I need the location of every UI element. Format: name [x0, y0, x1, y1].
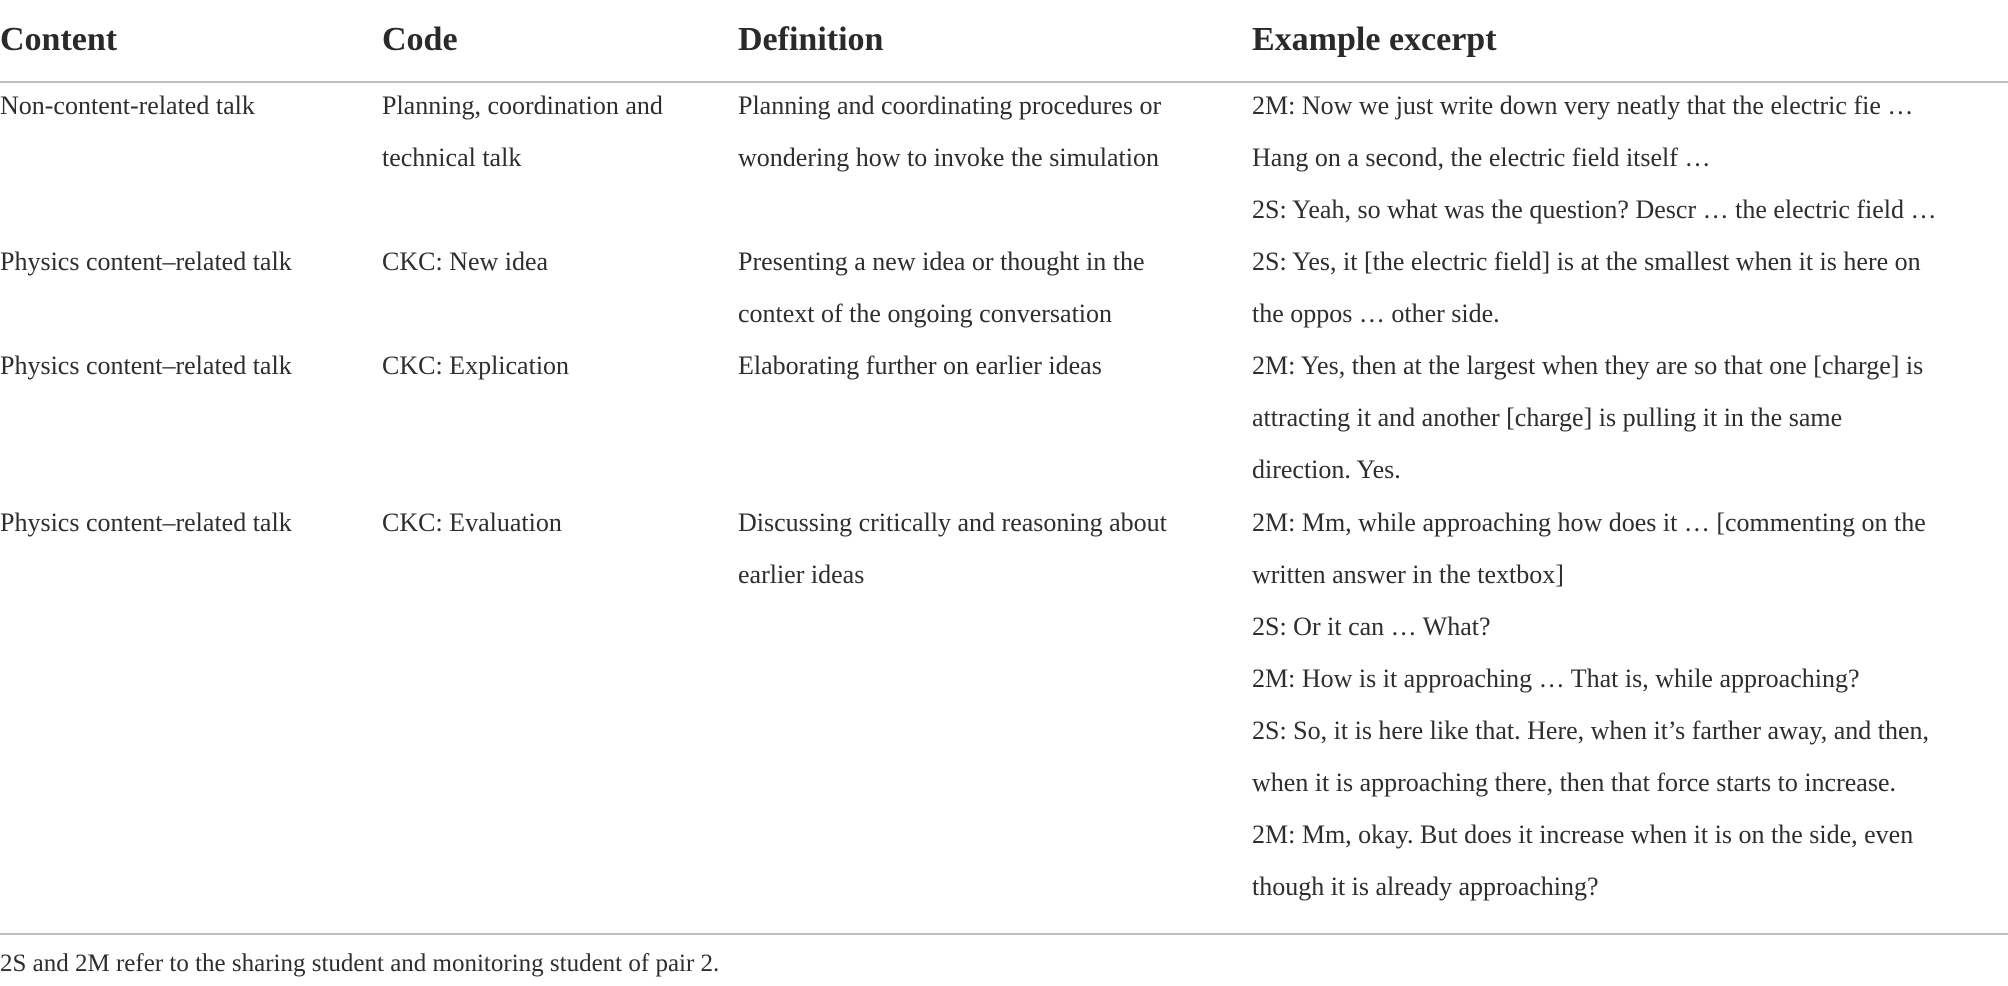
cell-text: written answer in the textbox] — [1252, 560, 1564, 589]
cell-text: 2M: How is it approaching … That is, while approaching? — [1252, 664, 1860, 693]
table-footnote: 2S and 2M refer to the sharing student and monitoring student of pair 2. — [0, 950, 720, 977]
cell-text: earlier ideas — [738, 560, 865, 589]
cell-example — [1252, 340, 1923, 496]
cell-definition — [738, 236, 1145, 340]
cell-content — [0, 340, 292, 392]
cell-text: wondering how to invoke the simulation — [738, 143, 1160, 172]
cell-text: CKC: Explication — [382, 351, 570, 380]
cell-text: 2M: Now we just write down very neatly that the electric fie … — [1252, 91, 1914, 120]
cell-example — [1252, 236, 1921, 340]
cell-text: Physics content–related talk — [0, 508, 292, 537]
cell-definition — [738, 340, 1102, 392]
cell-text: 2S: Or it can … What? — [1252, 612, 1491, 641]
cell-text: though it is already approaching? — [1252, 872, 1599, 901]
cell-text: CKC: Evaluation — [382, 508, 562, 537]
cell-text: the oppos … other side. — [1252, 299, 1500, 328]
cell-example — [1252, 80, 1937, 236]
header-content: Content — [0, 21, 118, 58]
cell-text: 2S: So, it is here like that. Here, when it’s farther away, and then, — [1252, 716, 1930, 745]
cell-code — [382, 80, 663, 184]
cell-content — [0, 497, 292, 549]
cell-text: Planning and coordinating procedures or — [738, 91, 1162, 120]
cell-text: 2M: Yes, then at the largest when they are so that one [charge] is — [1252, 351, 1924, 380]
cell-text: Physics content–related talk — [0, 351, 292, 380]
cell-text: direction. Yes. — [1252, 455, 1401, 484]
cell-text: Elaborating further on earlier ideas — [738, 351, 1102, 380]
cell-code — [382, 340, 569, 392]
cell-content — [0, 236, 292, 288]
cell-text: 2S: Yeah, so what was the question? Descr … the electric field … — [1252, 195, 1937, 224]
cell-text: 2M: Mm, while approaching how does it … [commenting on the — [1252, 508, 1926, 537]
cell-text: Physics content–related talk — [0, 247, 292, 276]
cell-text: Presenting a new idea or thought in the — [738, 247, 1145, 276]
cell-text: attracting it and another [charge] is pulling it in the same — [1252, 403, 1843, 432]
cell-text: 2M: Mm, okay. But does it increase when it is on the side, even — [1252, 820, 1914, 849]
cell-text: Hang on a second, the electric field itself … — [1252, 143, 1711, 172]
header-example-excerpt: Example excerpt — [1252, 21, 1497, 58]
cell-text: when it is approaching there, then that force starts to increase. — [1252, 768, 1896, 797]
cell-code — [382, 497, 562, 549]
footer-divider — [0, 933, 2008, 935]
header-code: Code — [382, 21, 458, 58]
cell-text: Planning, coordination and — [382, 91, 663, 120]
header-definition: Definition — [738, 21, 884, 58]
cell-text: Non-content-related talk — [0, 91, 255, 120]
cell-definition — [738, 497, 1167, 601]
cell-example — [1252, 497, 1929, 913]
cell-text: Discussing critically and reasoning about — [738, 508, 1167, 537]
cell-content — [0, 80, 255, 132]
cell-code — [382, 236, 548, 288]
cell-text: 2S: Yes, it [the electric field] is at the smallest when it is here on — [1252, 247, 1921, 276]
cell-text: context of the ongoing conversation — [738, 299, 1113, 328]
cell-definition — [738, 80, 1161, 184]
cell-text: CKC: New idea — [382, 247, 549, 276]
cell-text: technical talk — [382, 143, 522, 172]
table-header-row — [0, 0, 2008, 82]
